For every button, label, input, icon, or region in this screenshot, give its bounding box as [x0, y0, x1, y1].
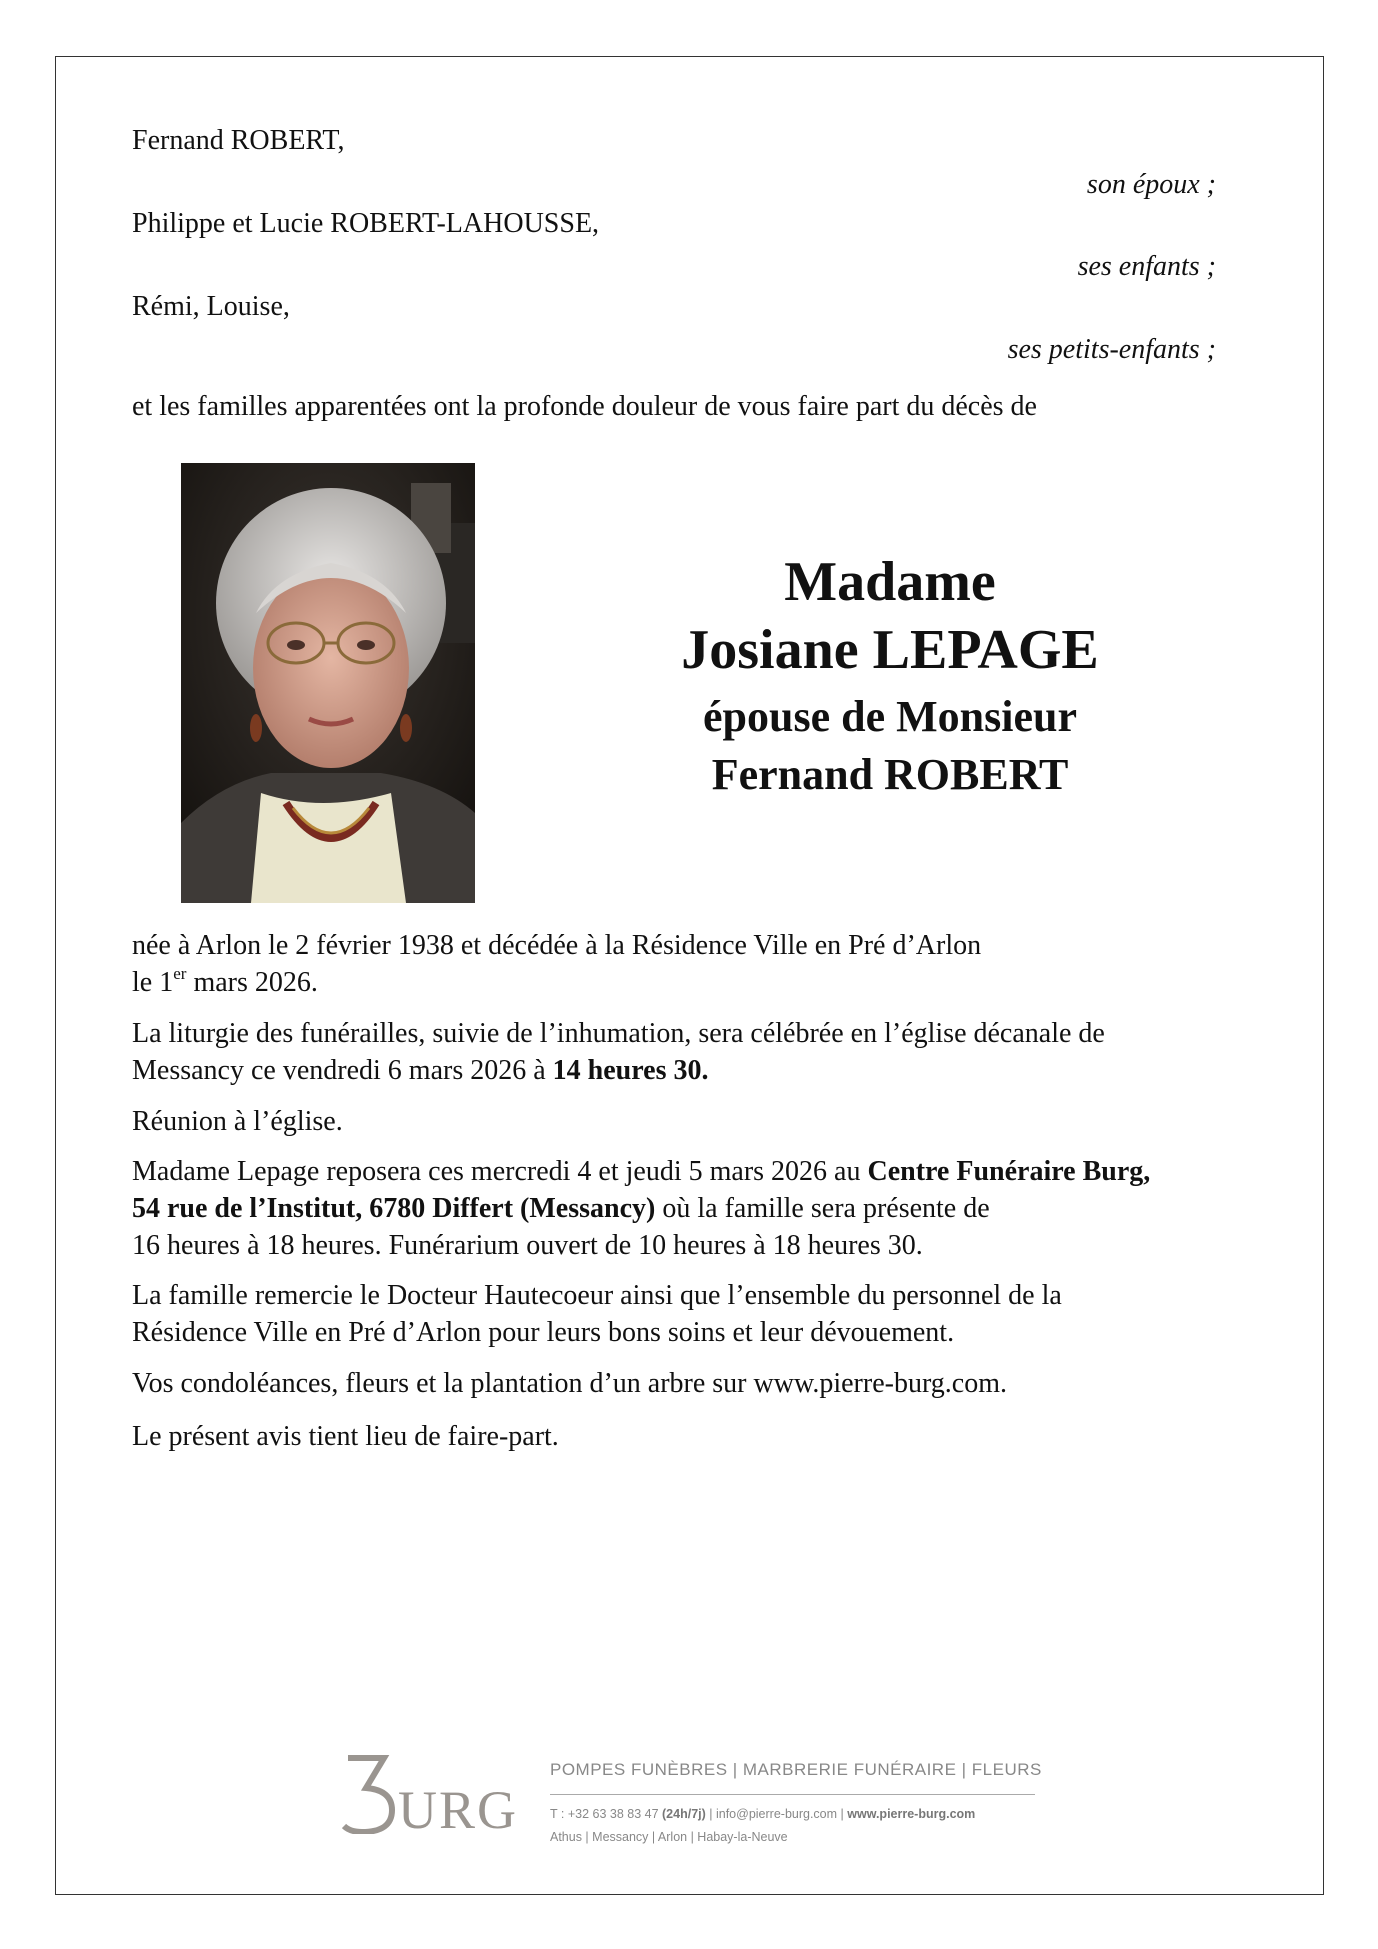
repose-line-3: 16 heures à 18 heures. Funérarium ouvert de 10 heures à 18 heures 30.	[132, 1230, 923, 1261]
footer-divider	[550, 1794, 1035, 1795]
notice-paragraph: Le présent avis tient lieu de faire-part.	[132, 1421, 559, 1452]
portrait-photo	[181, 463, 475, 903]
liturgy-paragraph	[132, 1015, 1282, 1089]
role-children: ses enfants ;	[1077, 251, 1216, 282]
footer-services: POMPES FUNÈBRES | MARBRERIE FUNÉRAIRE | FLEURS	[550, 1760, 1042, 1779]
deceased-title: Madame	[784, 551, 996, 613]
thanks-line-2: Résidence Ville en Pré d’Arlon pour leurs bons soins et leur dévouement.	[132, 1317, 955, 1348]
family-line-children: Philippe et Lucie ROBERT-LAHOUSSE,	[132, 208, 600, 239]
birth-line-1: née à Arlon le 2 février 1938 et décédée à la Résidence Ville en Pré d’Arlon	[132, 930, 982, 961]
family-line-grandchildren: Rémi, Louise,	[132, 291, 290, 322]
spouse-line-1: épouse de Monsieur	[703, 692, 1077, 741]
liturgy-time: 14 heures 30.	[552, 1055, 709, 1086]
liturgy-line-2: Messancy ce vendredi 6 mars 2026 à 14 heures 30.	[132, 1055, 709, 1086]
role-spouse: son époux ;	[1086, 169, 1216, 200]
family-line-spouse: Fernand ROBERT,	[132, 125, 345, 156]
footer-contact: T : +32 63 38 83 47 (24h/7j) | info@pierre-burg.com | www.pierre-burg.com	[550, 1807, 976, 1821]
footer-locations: Athus | Messancy | Arlon | Habay-la-Neuve	[550, 1830, 788, 1844]
svg-text:URG: URG	[398, 1780, 519, 1834]
deceased-name: Josiane LEPAGE	[681, 619, 1099, 681]
repose-paragraph	[132, 1153, 1282, 1264]
thanks-paragraph	[132, 1277, 1282, 1351]
intro-text: et les familles apparentées ont la profonde douleur de vous faire part du décès de	[132, 391, 1037, 422]
spouse-line-2: Fernand ROBERT	[711, 750, 1069, 799]
footer-website: www.pierre-burg.com	[847, 1807, 976, 1821]
birth-paragraph	[132, 927, 1282, 1001]
thanks-line-1: La famille remercie le Docteur Hautecoeur ainsi que l’ensemble du personnel de la	[132, 1280, 1062, 1311]
liturgy-line-1: La liturgie des funérailles, suivie de l’inhumation, sera célébrée en l’église décanale de	[132, 1018, 1105, 1049]
burg-logo	[340, 1752, 520, 1834]
birth-line-2: le 1er mars 2026.	[132, 964, 318, 998]
role-grandchildren: ses petits-enfants ;	[1007, 334, 1216, 365]
repose-line-2: 54 rue de l’Institut, 6780 Differt (Messancy) où la famille sera présente de	[132, 1193, 990, 1224]
repose-line-1: Madame Lepage reposera ces mercredi 4 et jeudi 5 mars 2026 au Centre Funéraire Burg,	[132, 1156, 1151, 1187]
condolences-paragraph: Vos condoléances, fleurs et la plantation d’un arbre sur www.pierre-burg.com.	[132, 1368, 1007, 1399]
reunion-paragraph: Réunion à l’église.	[132, 1106, 343, 1137]
deceased-name-block	[590, 552, 1190, 804]
